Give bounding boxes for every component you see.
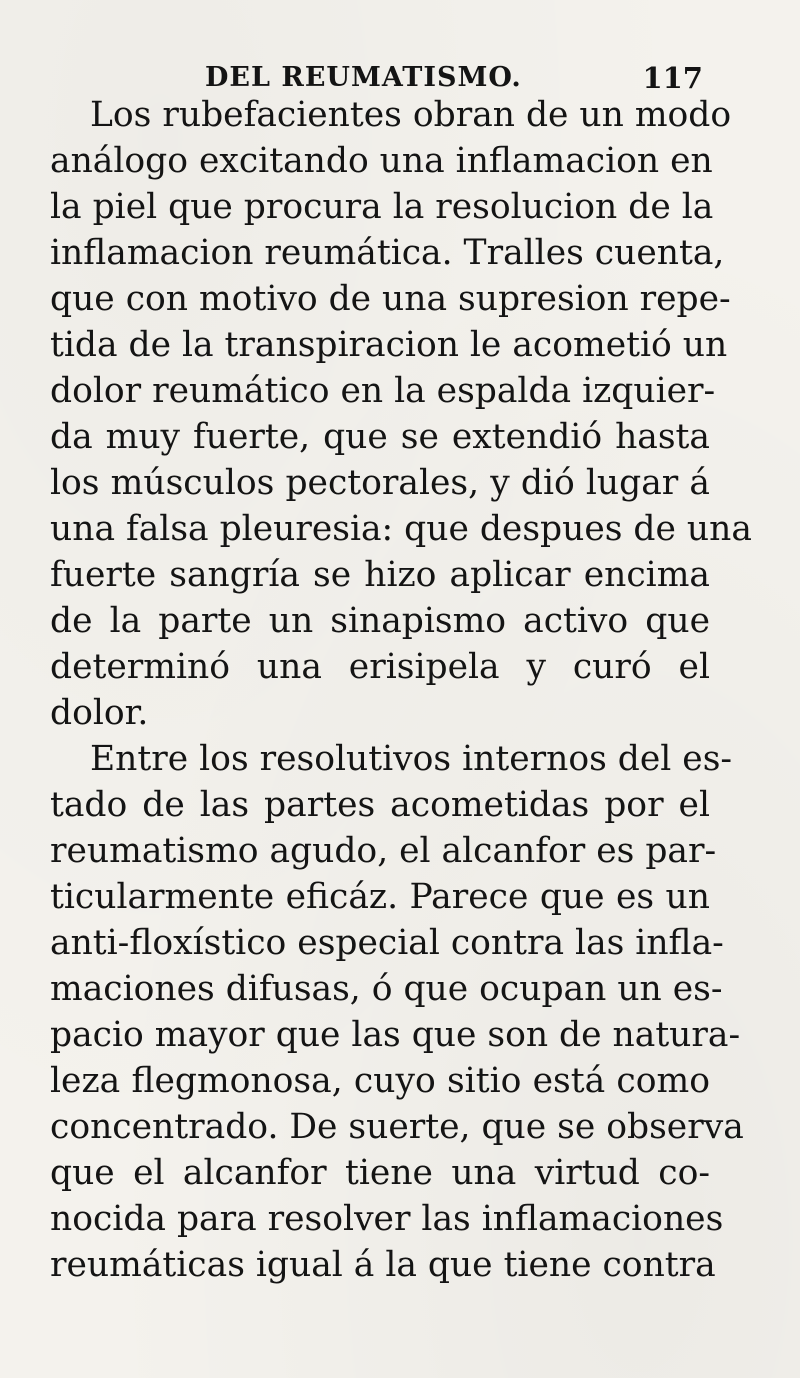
text-line: inflamacion reumática. Tralles cuenta, [50,233,725,273]
text-line: una falsa pleuresia: que despues de una [50,509,752,549]
running-head: DEL REUMATISMO. [205,62,522,93]
text-line: los músculos pectorales, y dió lugar á [50,463,710,503]
text-line: Entre los resolutivos internos del es- [90,739,733,779]
text-line: leza flegmonosa, cuyo sitio está como [50,1061,710,1101]
text-line: pacio mayor que las que son de natura- [50,1015,741,1055]
text-line: da muy fuerte, que se extendió hasta [50,417,710,457]
text-line: reumatismo agudo, el alcanfor es par- [50,831,717,871]
text-line: Los rubefacientes obran de un modo [90,95,732,135]
text-line: concentrado. De suerte, que se observa [50,1107,744,1147]
text-line: de la parte un sinapismo activo que [50,601,710,641]
text-line: análogo excitando una inflamacion en [50,141,713,181]
text-line: tado de las partes acometidas por el [50,785,710,825]
text-line: anti-floxístico especial contra las infla- [50,923,724,963]
text-line: ticularmente eficáz. Parece que es un [50,877,710,917]
text-line: dolor. [50,693,149,733]
text-line: dolor reumático en la espalda izquier- [50,371,716,411]
text-line: fuerte sangría se hizo aplicar encima [50,555,710,595]
text-line: nocida para resolver las inflamaciones [50,1199,724,1239]
text-line: la piel que procura la resolucion de la [50,187,714,227]
page-number: 117 [642,61,703,95]
text-line: determinó una erisipela y curó el [50,647,710,687]
text-line: que el alcanfor tiene una virtud co- [50,1153,710,1193]
text-line: tida de la transpiracion le acometió un [50,325,728,365]
text-line: maciones difusas, ó que ocupan un es- [50,969,723,1009]
text-line: que con motivo de una supresion repe- [50,279,731,319]
text-line: reumáticas igual á la que tiene contra [50,1245,716,1285]
